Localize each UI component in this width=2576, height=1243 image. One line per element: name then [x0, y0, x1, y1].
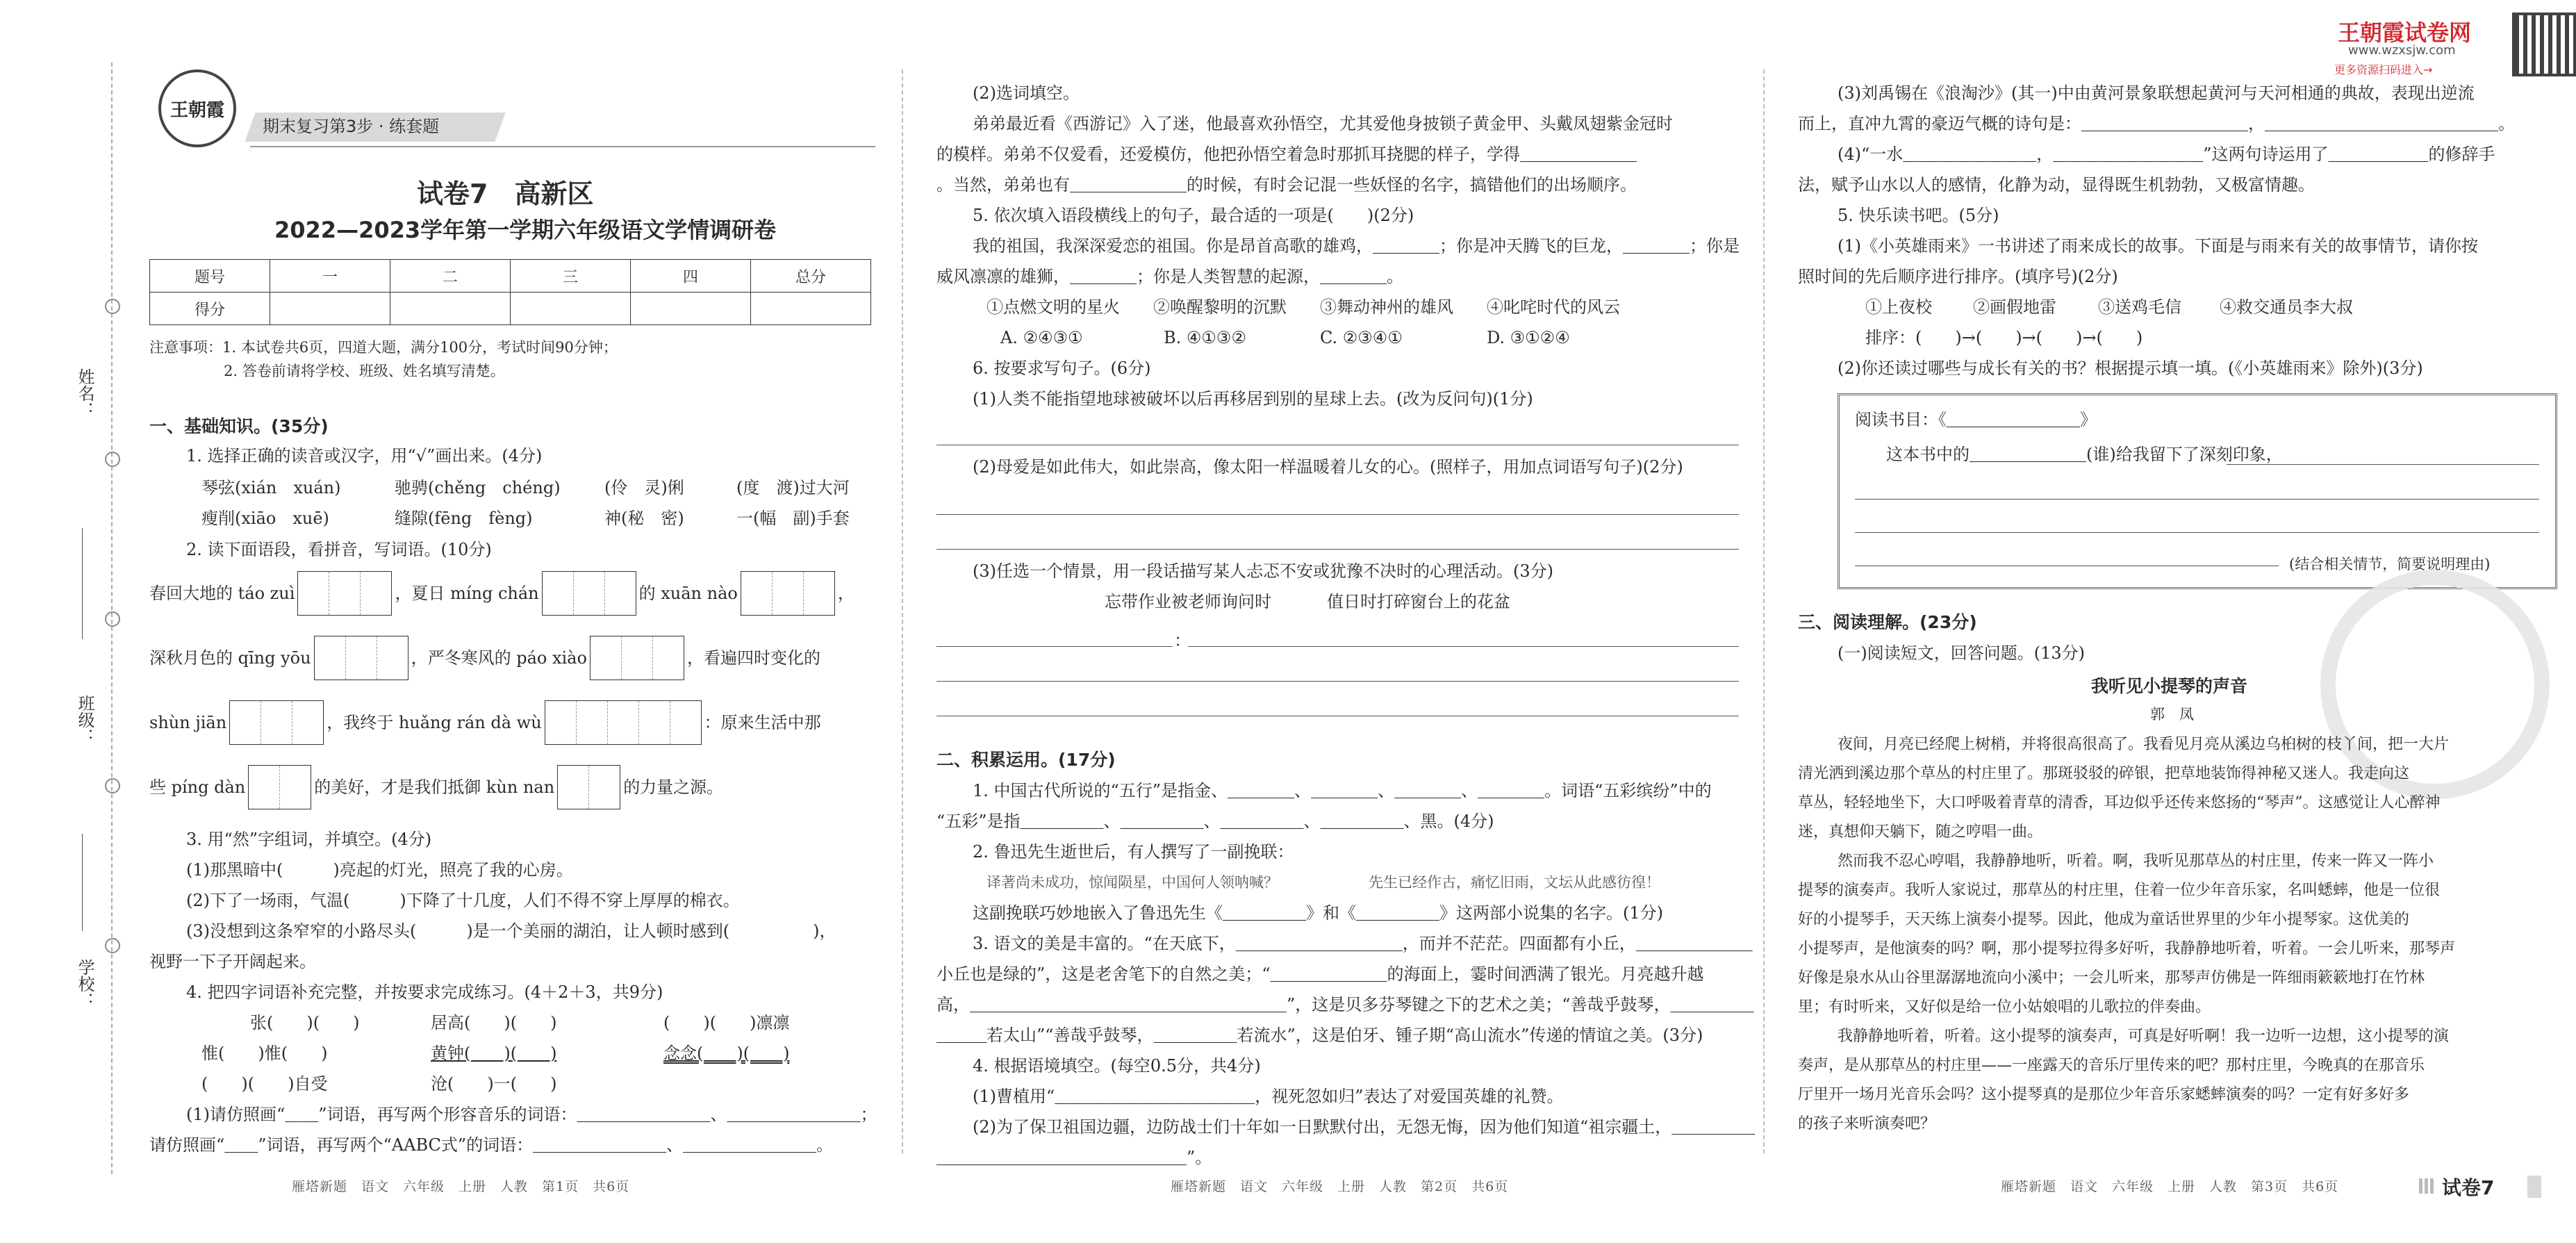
q6-item: (1)人类不能指望地球被破坏以后再移居到别的星球上去。(改为反问句)(1分) — [973, 389, 1533, 409]
q5-sentence: ②唤醒黎明的沉默 — [1153, 297, 1287, 317]
pinyin-prompt: ，我终于 huǎng rán dà wù — [327, 713, 542, 732]
q3-line: (1)那黑暗中( )亮起的灯光，照亮了我的心房。 — [186, 860, 573, 880]
q-fill-line: 弟弟最近看《西游记》入了迷，他最喜欢孙悟空，尤其爱他身披锁子黄金甲、头戴凤翅紫金冠时 — [973, 114, 1673, 133]
q2-line — [149, 636, 820, 680]
article-line: 然而我不忍心哼唱，我静静地听，听着。啊，我听见那草丛的村庄里，传来一阵又一阵小 — [1838, 853, 2434, 870]
header-badge-text: 期末复习第3步 · 练套题 — [263, 117, 440, 136]
char-grid[interactable] — [590, 636, 684, 680]
article-line: 我静静地听着，听着。这小提琴的演奏声，可真是好听啊！我一边听一边想，这小提琴的演 — [1838, 1028, 2450, 1045]
p2-question-4: 4. 根据语境填空。(每空0.5分，共4分) — [973, 1056, 1261, 1076]
char-grid[interactable] — [229, 700, 324, 745]
answer-line[interactable] — [1188, 646, 1739, 647]
answer-line[interactable] — [936, 549, 1739, 550]
q1-option[interactable]: 驰骋(chěng chéng) — [395, 478, 561, 497]
colon: ： — [1174, 631, 1191, 650]
p2-question-2b: 这副挽联巧妙地嵌入了鲁迅先生《＿＿＿＿＿》和《＿＿＿＿＿》这两部小说集的名字。(1分) — [973, 903, 1663, 923]
pinyin-prompt: ，严冬寒风的 páo xiào — [411, 648, 587, 668]
article-line: 好像是泉水从山谷里潺潺地流向小溪中；一会儿听来，那琴声仿佛是一阵细雨簌簌地打在竹林 — [1798, 969, 2425, 987]
paper-tag: 试卷7 — [2442, 1176, 2495, 1199]
score-table-row — [150, 293, 871, 325]
exam-note: 2. 答卷前请将学校、班级、姓名填写清楚。 — [224, 363, 505, 379]
q4-idiom[interactable]: 惟( )惟( ) — [201, 1044, 328, 1063]
p2-question-4-2: (2)为了保卫祖国边疆，边防战士们十年如一日默默付出，无怨无悔，因为他们知道“祖宗疆土，＿＿＿＿＿ — [973, 1117, 1756, 1137]
q5-choice[interactable]: A. ②④③① — [1000, 328, 1083, 347]
article-line: 里；有时听来，又好似是给一位小姑娘唱的儿歌拉的伴奏曲。 — [1798, 998, 2211, 1016]
q4-idiom[interactable]: 沧( )一( ) — [431, 1074, 557, 1094]
corner-dots-icon — [2419, 1178, 2434, 1194]
sidebar-class-label: 班级： — [75, 695, 94, 745]
page-footer: 雁塔新题 语文 六年级 上册 人教 第2页 共6页 — [1171, 1179, 1509, 1194]
q6-item: (3)任选一个情景，用一段话描写某人忐忑不安或犹豫不决时的心理活动。(3分) — [973, 561, 1553, 581]
plot-option: ①上夜校 — [1865, 297, 1932, 317]
q5-sentence: ④叱咤时代的风云 — [1487, 297, 1620, 317]
score-header-cell: 二 — [390, 260, 511, 293]
q2-line — [149, 765, 723, 809]
answer-line[interactable] — [1855, 532, 2539, 533]
score-row-label: 得分 — [150, 293, 270, 325]
couplet-line: 译著尚未成功，惊闻陨星，中国何人领呐喊？ — [986, 874, 1278, 891]
p2-question-1b: “五彩”是指＿＿＿＿＿、＿＿＿＿＿、＿＿＿＿＿、＿＿＿＿＿、黑。(4分) — [936, 812, 1494, 831]
q5-line: 威风凛凛的雄狮，＿＿＿＿；你是人类智慧的起源，＿＿＿＿。 — [936, 267, 1403, 286]
q5-sentence: ①点燃文明的星火 — [986, 297, 1120, 317]
score-cell[interactable] — [631, 293, 751, 325]
answer-line[interactable] — [936, 514, 1739, 515]
article-line: 的孩子来听演奏吧？ — [1798, 1115, 1936, 1133]
p2-question-3: 3. 语文的美是丰富的。“在天底下，＿＿＿＿＿＿＿＿＿＿，而并不茫茫。四面都有小丘，＿＿＿＿＿＿＿ — [973, 934, 1753, 953]
brand-site-title: 王朝霞试卷网 — [2338, 19, 2472, 46]
score-cell[interactable] — [390, 293, 511, 325]
p3-question-5-1: (1)《小英雄雨来》一书讲述了雨来成长的故事。下面是与雨来有关的故事情节，请你按 — [1838, 236, 2478, 256]
question-2: 2. 读下面语段，看拼音，写词语。(10分) — [186, 540, 492, 559]
article-line: 清光洒到溪边那个草丛的村庄里了。那斑驳驳的碎银，把草地装饰得神秘又迷人。我走向这 — [1798, 765, 2410, 782]
q1-option[interactable]: (伶 灵)俐 — [604, 478, 684, 497]
q4-idiom[interactable]: 居高( )( ) — [431, 1013, 557, 1032]
pinyin-prompt: 的美好，才是我们抵御 kùn nan — [314, 777, 555, 797]
q6-item: (2)母爱是如此伟大，如此崇高，像太阳一样温暖着儿女的心。(照样子，用加点词语写句子)(2分) — [973, 457, 1683, 477]
answer-line[interactable] — [936, 681, 1739, 682]
binding-hole — [105, 611, 120, 627]
pinyin-prompt: ，看遍四时变化的 — [686, 648, 820, 668]
score-header-cell: 一 — [270, 260, 390, 293]
plot-option: ④救交通员李大叔 — [2220, 297, 2353, 317]
binding-hole — [105, 938, 120, 953]
char-grid[interactable] — [557, 765, 620, 809]
score-cell[interactable] — [751, 293, 871, 325]
pinyin-prompt: 深秋月色的 qīng yōu — [149, 648, 311, 668]
score-header-cell: 题号 — [150, 260, 270, 293]
q2-line — [149, 700, 821, 745]
q4-task: 请仿照画“＿＿”词语，再写两个“AABC式”的词语：＿＿＿＿＿＿＿＿、＿＿＿＿＿＿＿＿。 — [149, 1135, 834, 1155]
char-grid[interactable] — [542, 571, 636, 616]
q3-line: 视野一下子开阔起来。 — [149, 952, 316, 971]
p3-question-3: (3)刘禹锡在《浪淘沙》(其一)中由黄河景象联想起黄河与天河相通的典故，表现出逆流 — [1838, 83, 2475, 103]
q1-option[interactable]: (度 渡)过大河 — [736, 478, 850, 497]
brand-site-url: www.wzxsjw.com — [2348, 43, 2456, 58]
qr-code-icon[interactable] — [2515, 15, 2573, 74]
exam-subtitle: 2022—2023学年第一学期六年级语文学情调研卷 — [274, 217, 777, 243]
p3-question-5: 5. 快乐读书吧。(5分) — [1838, 206, 1999, 225]
p2-question-1: 1. 中国古代所说的“五行”是指金、＿＿＿＿、＿＿＿＿、＿＿＿＿、＿＿＿＿。词语“五彩缤纷”中的 — [973, 781, 1712, 800]
sidebar-name-line — [82, 528, 83, 639]
couplet-line: 先生已经作古，痛忆旧雨，文坛从此感彷徨！ — [1369, 874, 1660, 891]
q3-line: (3)没想到这条窄窄的小路尽头( )是一个美丽的湖泊，让人顿时感到( )， — [186, 921, 836, 941]
order-blanks[interactable]: 排序：( )→( )→( )→( ) — [1865, 328, 2143, 347]
article-line: 迷，真想仰天躺下，随之哼唱一曲。 — [1798, 823, 2043, 841]
pinyin-prompt: 的 xuān nào — [638, 584, 738, 603]
char-grid[interactable] — [741, 571, 835, 616]
plot-option: ③送鸡毛信 — [2098, 297, 2181, 317]
binding-hole — [105, 778, 120, 793]
char-grid[interactable] — [545, 700, 702, 745]
binding-hole — [105, 452, 120, 467]
p3-question-5-1b: 照时间的先后顺序进行排序。(填序号)(2分) — [1798, 267, 2118, 286]
question-6: 6. 按要求写句子。(6分) — [973, 359, 1151, 378]
box-line[interactable]: 这本书中的＿＿＿＿＿＿＿(谁)给我留下了深刻印象， — [1886, 445, 2283, 464]
section-1-heading: 一、基础知识。(35分) — [149, 416, 329, 436]
q6-scene: 值日时打碎窗台上的花盆 — [1327, 592, 1510, 611]
pinyin-prompt: shùn jiān — [149, 713, 227, 732]
brand-logo-text: 王朝霞 — [170, 99, 224, 121]
char-grid[interactable] — [248, 765, 311, 809]
box-hint: (结合相关情节，简要说明理由) — [2289, 556, 2491, 573]
p2-question-3b: 小丘也是绿的”，这是老舍笔下的自然之美；“＿＿＿＿＿＿＿的海面上，霎时间洒满了银光。月亮越升越 — [936, 964, 1704, 984]
box-line[interactable]: 阅读书目：《＿＿＿＿＿＿＿＿》 — [1855, 410, 2097, 429]
article-author: 郭 凤 — [2150, 706, 2194, 723]
q1-option[interactable]: 神(秘 密) — [604, 509, 684, 528]
sidebar-class-line — [82, 834, 83, 931]
q2-line — [149, 571, 854, 616]
question-4: 4. 把四字词语补充完整，并按要求完成练习。(4＋2＋3，共9分) — [186, 982, 663, 1002]
q-fill-line: 。当然，弟弟也有＿＿＿＿＿＿＿的时候，有时会记混一些妖怪的名字，搞错他们的出场顺序。 — [936, 175, 1637, 195]
pinyin-prompt: ，夏日 míng chán — [395, 584, 539, 603]
p2-question-4-1: (1)曹植用“＿＿＿＿＿＿＿＿＿＿＿＿，视死忽如归”表达了对爱国英雄的礼赞。 — [973, 1087, 1564, 1106]
p3-question-4b: 法，赋予山水以人的感情，化静为动，显得既生机勃勃，又极富情趣。 — [1798, 175, 2315, 195]
article-line: 奏声，是从那草丛的村庄里——一座露天的音乐厅里传来的吧？那村庄里，今晚真的在那音乐 — [1798, 1057, 2425, 1074]
question-5: 5. 依次填入语段横线上的句子，最合适的一项是( )(2分) — [973, 206, 1414, 225]
pinyin-prompt: ， — [837, 584, 854, 603]
score-header-cell: 三 — [511, 260, 631, 293]
q4-idiom[interactable]: 黄钟( )( ) — [431, 1044, 557, 1063]
score-cell[interactable] — [270, 293, 390, 325]
pinyin-prompt: ：原来生活中那 — [704, 713, 821, 732]
pinyin-prompt: 春回大地的 táo zuì — [149, 584, 295, 603]
brand-logo — [158, 69, 236, 147]
reading-1-heading: (一)阅读短文，回答问题。(13分) — [1838, 643, 2085, 663]
plot-option: ②画假地雷 — [1973, 297, 2056, 317]
p3-question-5-2: (2)你还读过哪些与成长有关的书？根据提示填一填。(《小英雄雨来》除外)(3分) — [1838, 359, 2423, 378]
article-line: 提琴的演奏声。我听人家说过，那草丛的村庄里，住着一位少年音乐家，名叫蟋蟀，他是一位很 — [1798, 882, 2441, 899]
q5-sentence: ③舞动神州的雄风 — [1320, 297, 1453, 317]
header-rule — [250, 146, 875, 147]
q5-line: 我的祖国，我深深爱恋的祖国。你是昂首高歌的雄鸡，＿＿＿＿；你是冲天腾飞的巨龙，＿＿＿＿；你是 — [973, 236, 1740, 256]
p2-question-2: 2. 鲁迅先生逝世后，有人撰写了一副挽联： — [973, 842, 1294, 862]
article-line: 草丛，轻轻地坐下，大口呼吸着青草的清香，耳边似乎还传来悠扬的“琴声”。这感觉让人心醉神 — [1798, 794, 2441, 812]
q1-option[interactable]: 一(幅 副)手套 — [736, 509, 850, 528]
q1-option[interactable]: 瘦削(xiāo xuē) — [201, 509, 329, 528]
answer-line[interactable] — [2227, 464, 2539, 465]
score-cell[interactable] — [511, 293, 631, 325]
q-fill-line: 的模样。弟弟不仅爱看，还爱模仿，他把孙悟空着急时那抓耳挠腮的样子，学得＿＿＿＿＿＿＿ — [936, 145, 1637, 164]
q4-task: (1)请仿照画“＿＿”词语，再写两个形容音乐的词语：＿＿＿＿＿＿＿＿、＿＿＿＿＿＿＿＿； — [186, 1105, 877, 1124]
score-table-header — [150, 260, 871, 293]
q5-choice[interactable]: B. ④①③② — [1164, 328, 1246, 347]
q1-option[interactable]: 缝隙(fēng fèng) — [395, 509, 533, 528]
section-2-heading: 二、积累运用。(17分) — [936, 750, 1116, 770]
article-title: 我听见小提琴的声音 — [2091, 676, 2248, 696]
paper-tag-bar — [2527, 1176, 2541, 1198]
sidebar-school-label: 学校： — [75, 959, 94, 1009]
exam-note: 注意事项：1. 本试卷共6页，四道大题，满分100分，考试时间90分钟； — [149, 339, 618, 356]
sidebar-name-label: 姓名： — [75, 368, 94, 418]
q6-scene: 忘带作业被老师询问时 — [1105, 592, 1271, 611]
score-header-cell: 四 — [631, 260, 751, 293]
page-3 — [1765, 0, 2576, 1243]
q1-option[interactable]: 琴弦(xián xuán) — [201, 478, 341, 497]
brand-site-slogan: 更多资源扫码进入→ — [2334, 63, 2433, 76]
article-line: 厅里开一场月光音乐会吗？这小提琴真的是那位少年音乐家蟋蟀演奏的吗？一定有好多好多 — [1798, 1086, 2410, 1103]
q5-choice[interactable]: D. ③①②④ — [1487, 328, 1570, 347]
score-table — [149, 259, 871, 325]
pinyin-prompt: 的力量之源。 — [623, 777, 724, 797]
score-header-cell: 总分 — [751, 260, 871, 293]
q4-idiom[interactable]: ( )( )凛凛 — [663, 1013, 790, 1032]
p2-question-4-2b: ＿＿＿＿＿＿＿＿＿＿＿＿＿＿＿”。 — [936, 1148, 1212, 1167]
article-line: 小提琴声，是他演奏的吗？啊，那小提琴拉得多好听，我静静地听着，听着。一会儿听来，那琴声 — [1798, 940, 2456, 957]
q4-idiom[interactable]: 念念( )( ) — [663, 1044, 790, 1063]
article-line: 好的小提琴手，天天练上演奏小提琴。因此，他成为童话世界里的少年小提琴家。这优美的 — [1798, 911, 2410, 928]
char-grid[interactable] — [297, 571, 392, 616]
pinyin-prompt: 些 píng dàn — [149, 777, 246, 797]
question-1: 1. 选择正确的读音或汉字，用“√”画出来。(4分) — [186, 446, 543, 466]
page-1 — [0, 0, 903, 1243]
p2-question-3c: 高，＿＿＿＿＿＿＿＿＿＿＿＿＿＿＿＿＿＿＿”，这是贝多芬琴键之下的艺术之美；“善哉乎鼓琴，＿＿＿＿＿ — [936, 995, 1754, 1014]
page-footer: 雁塔新题 语文 六年级 上册 人教 第1页 共6页 — [292, 1179, 630, 1194]
p3-question-4: (4)“一水＿＿＿＿＿＿＿＿，＿＿＿＿＿＿＿＿＿”这两句诗运用了＿＿＿＿＿＿的修辞手 — [1838, 145, 2495, 164]
q3-line: (2)下了一场雨，气温( )下降了十几度，人们不得不穿上厚厚的棉衣。 — [186, 891, 740, 910]
answer-line[interactable] — [936, 646, 1173, 647]
section-3-heading: 三、阅读理解。(23分) — [1798, 612, 1977, 632]
binding-hole — [105, 299, 120, 314]
q5-choice[interactable]: C. ②③④① — [1320, 328, 1403, 347]
article-line: 夜间，月亮已经爬上树梢，并将很高很高了。我看见月亮从溪边乌桕树的枝丫间，把一大片 — [1838, 736, 2450, 753]
p3-question-3b: 而上，直冲九霄的豪迈气概的诗句是：＿＿＿＿＿＿＿＿＿＿，＿＿＿＿＿＿＿＿＿＿＿＿＿＿。 — [1798, 114, 2515, 133]
q4-idiom[interactable]: 张( )( ) — [250, 1013, 360, 1032]
q4-idiom[interactable]: ( )( )自受 — [201, 1074, 328, 1094]
page-2 — [903, 0, 1765, 1243]
answer-line[interactable] — [1855, 499, 2539, 500]
question-3: 3. 用“然”字组词，并填空。(4分) — [186, 830, 432, 849]
q-fill-title: (2)选词填空。 — [973, 83, 1080, 103]
p2-question-3d: ＿＿＿若太山”“善哉乎鼓琴，＿＿＿＿＿若流水”，这是伯牙、锺子期“高山流水”传递的情谊之美。(3分) — [936, 1026, 1703, 1045]
exam-title: 试卷7 高新区 — [417, 179, 594, 209]
char-grid[interactable] — [314, 636, 408, 680]
page-footer: 雁塔新题 语文 六年级 上册 人教 第3页 共6页 — [2001, 1179, 2339, 1194]
